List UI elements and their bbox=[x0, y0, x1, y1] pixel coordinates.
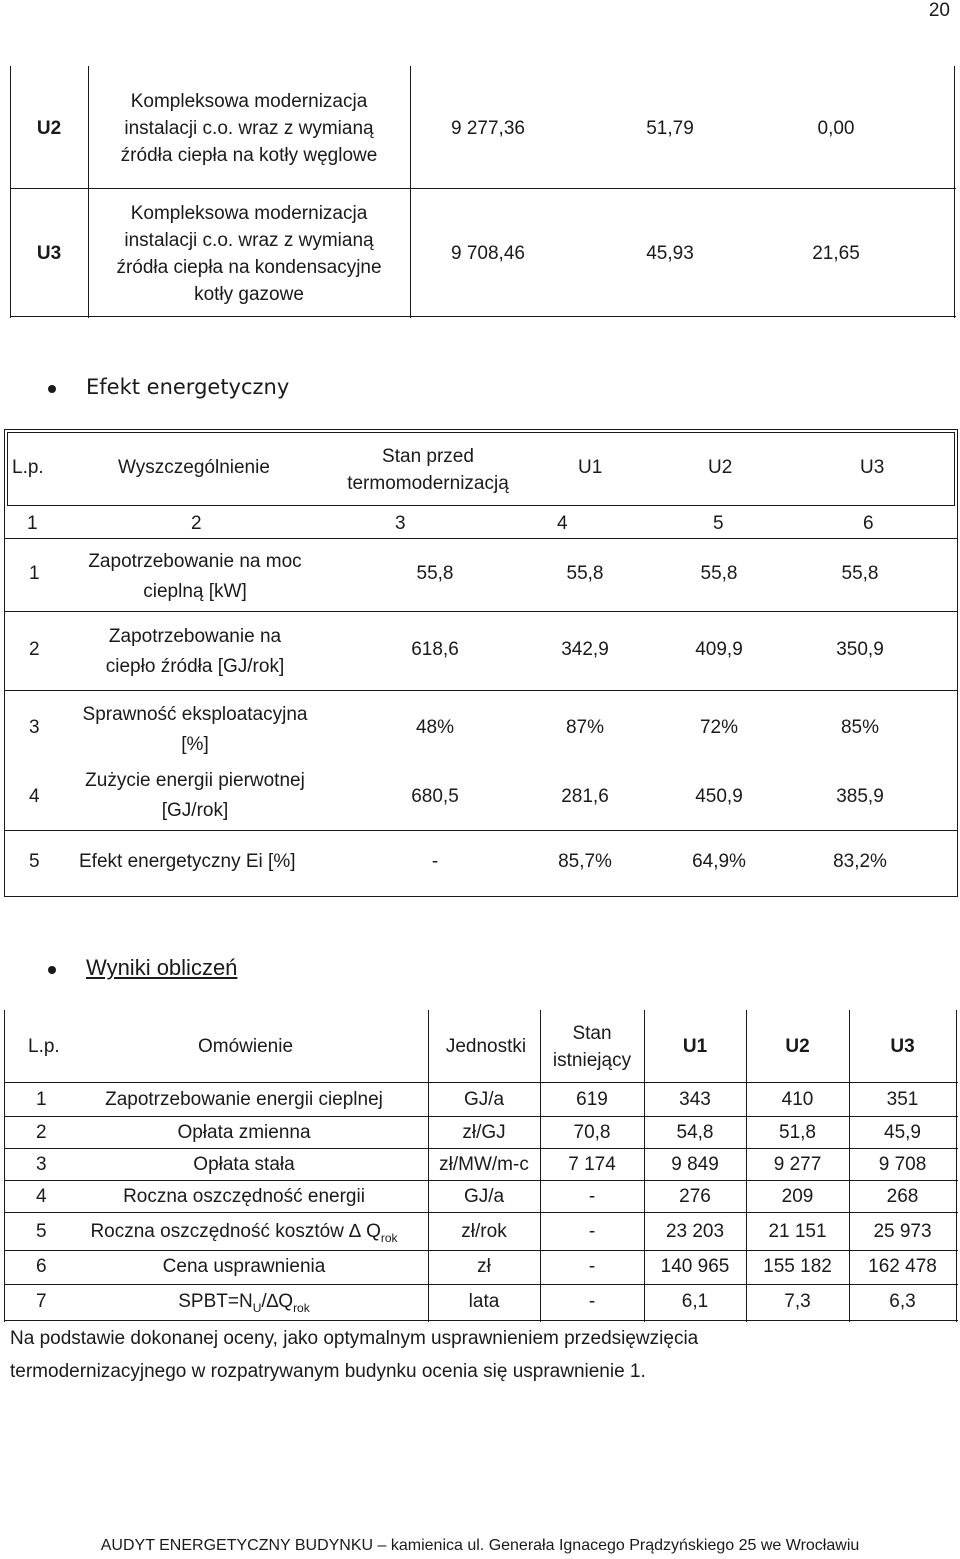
row-divider bbox=[5, 538, 957, 539]
row-divider bbox=[4, 1212, 958, 1213]
row-divider bbox=[5, 611, 957, 612]
row-divider bbox=[5, 830, 957, 831]
row-divider bbox=[4, 1284, 958, 1285]
row-number: 1 bbox=[29, 563, 40, 584]
value: 21,65 bbox=[812, 243, 860, 264]
row-number: 4 bbox=[29, 786, 40, 807]
value: 51,79 bbox=[646, 118, 694, 139]
value-u2: 64,9% bbox=[692, 851, 746, 872]
row-divider bbox=[4, 1082, 958, 1083]
table-border bbox=[4, 1010, 5, 1322]
header-lp: L.p. bbox=[12, 457, 44, 478]
row-label: Efekt energetyczny Ei [%] bbox=[79, 851, 296, 872]
row-divider bbox=[5, 690, 957, 691]
page-number: 20 bbox=[928, 0, 950, 21]
row-number: 3 bbox=[29, 717, 40, 738]
header-spec: Wyszczególnienie bbox=[118, 457, 270, 478]
value-u1: 342,9 bbox=[561, 639, 609, 660]
value-u1: 87% bbox=[565, 717, 605, 738]
row-divider bbox=[4, 1250, 958, 1251]
page-footer: AUDYT ENERGETYCZNY BUDYNKU – kamienica ul. Generała Ignacego Prądzyńskiego 25 we Wrocławiu bbox=[100, 1537, 860, 1554]
value-stan: 680,5 bbox=[411, 786, 459, 807]
header-u3: U3 bbox=[860, 457, 885, 478]
row-label: Zużycie energii pierwotnej [GJ/rok] bbox=[85, 770, 305, 821]
header-u1: U1 bbox=[578, 457, 603, 478]
conclusion-paragraph: Na podstawie dokonanej oceny, jako optymalnym usprawnieniem przedsięwzięcia termodernizacyjnego w rozpatrywanym budynku ocenia się usprawnienie 1. bbox=[10, 1328, 699, 1382]
variant-description: Kompleksowa modernizacja instalacji c.o. wraz z wymianą źródła ciepła na kotły węglowe bbox=[120, 91, 378, 166]
col-number: 2 bbox=[191, 513, 202, 534]
value-stan: 55,8 bbox=[416, 563, 454, 584]
results-table: L.p. Omówienie Jednostki Stan istniejący U1 U2 U3 1 Zapotrzebowanie energii cieplnej GJ/a 619 343 410 351 2 Opłata zmienna zł/GJ 70,8 54,8 51,8 45,9 3 Opłata stała zł/MW/m-c 7 174 9 849 9 277 9 708 4 Roczna oszczędność energii GJ/a - 276 209 268 5 Roczna oszczędność kosztów ∆ $Q_{rok}$ zł/rok - 23 203 21 151 25 973 6 Cena usprawnienia zł - 140 965 155 182 162 478 7 $SPBT=N_U/\Delta Q_{rok}$ lata - 6,1 7,3 6,3 bbox=[4, 1010, 958, 1322]
header-stan: Stan istniejący bbox=[552, 1023, 632, 1071]
row-divider bbox=[10, 188, 956, 189]
value-u2: 450,9 bbox=[695, 786, 743, 807]
header-u2: U2 bbox=[708, 457, 733, 478]
header-stan: Stan przed termomodernizacją bbox=[347, 446, 509, 494]
section-heading: Wyniki obliczeń bbox=[86, 955, 238, 980]
value-u3: 85% bbox=[840, 717, 880, 738]
bullet-icon bbox=[48, 966, 56, 974]
value: 0,00 bbox=[817, 118, 855, 139]
value-u1: 85,7% bbox=[558, 851, 612, 872]
value-u3: 83,2% bbox=[833, 851, 887, 872]
section-heading: Efekt energetyczny bbox=[86, 375, 290, 399]
col-number: 4 bbox=[557, 513, 568, 534]
row-label: Zapotrzebowanie na moc cieplną [kW] bbox=[88, 551, 302, 602]
table-header bbox=[7, 432, 955, 506]
value-u2: 72% bbox=[699, 717, 739, 738]
header-u2: U2 bbox=[785, 1036, 810, 1057]
row-divider bbox=[4, 1180, 958, 1181]
row-divider bbox=[4, 1148, 958, 1149]
col-number: 3 bbox=[395, 513, 406, 534]
row-divider bbox=[10, 316, 956, 317]
row-divider bbox=[4, 1320, 958, 1321]
energy-effect-table bbox=[4, 429, 958, 897]
header-jed: Jednostki bbox=[445, 1036, 527, 1057]
col-number: 6 bbox=[863, 513, 874, 534]
value-u3: 350,9 bbox=[836, 639, 884, 660]
value-stan: 48% bbox=[415, 717, 455, 738]
col-number: 5 bbox=[713, 513, 724, 534]
value-u3: 385,9 bbox=[836, 786, 884, 807]
row-label: Sprawność eksploatacyjna [%] bbox=[82, 704, 308, 755]
table-border bbox=[954, 66, 955, 318]
row-label: Zapotrzebowanie na ciepło źródła [GJ/rok] bbox=[105, 626, 285, 677]
variants-cost-table bbox=[10, 66, 956, 318]
table-border bbox=[956, 1010, 957, 1322]
header-u3: U3 bbox=[890, 1036, 915, 1057]
header-u1: U1 bbox=[682, 1036, 708, 1057]
col-number: 1 bbox=[27, 513, 38, 534]
table-border bbox=[410, 66, 411, 318]
variant-code: U2 bbox=[36, 118, 62, 139]
variant-description: Kompleksowa modernizacja instalacji c.o. wraz z wymianą źródła ciepła na kondensacyjne kotły gazowe bbox=[116, 203, 382, 305]
value-u1: 281,6 bbox=[561, 786, 609, 807]
row-number: 5 bbox=[29, 851, 40, 872]
row-number: 2 bbox=[29, 639, 40, 660]
value-u1: 55,8 bbox=[566, 563, 604, 584]
value-stan: 618,6 bbox=[411, 639, 459, 660]
value: 45,93 bbox=[646, 243, 694, 264]
table-border bbox=[10, 66, 11, 318]
variant-code: U3 bbox=[36, 243, 62, 264]
cost-value: 9 277,36 bbox=[451, 118, 525, 139]
value-stan: - bbox=[431, 851, 439, 872]
bullet-icon bbox=[48, 385, 56, 393]
value-u3: 55,8 bbox=[841, 563, 879, 584]
value-u2: 409,9 bbox=[695, 639, 743, 660]
header-lp: L.p. bbox=[28, 1036, 60, 1057]
value-u2: 55,8 bbox=[700, 563, 738, 584]
row-divider bbox=[4, 1116, 958, 1117]
header-om: Omówienie bbox=[198, 1036, 294, 1057]
cost-value: 9 708,46 bbox=[451, 243, 525, 264]
